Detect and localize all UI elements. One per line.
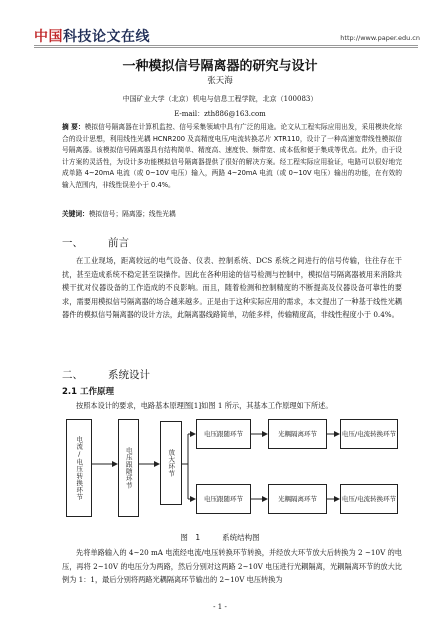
optocoupler-isolation-box-upper: 光耦隔离环节 [268, 419, 327, 449]
subsection-2-1-heading [62, 385, 114, 397]
subsection-number: 2.1 [62, 387, 78, 397]
voltage-current-converter-box-upper: 电压/电流转换环节 [340, 419, 398, 449]
system-structure-diagram [62, 417, 402, 527]
logo-red-text: 中国 [34, 29, 63, 45]
optocoupler-isolation-box-lower: 光耦隔离环节 [268, 484, 327, 514]
amplifier-box: 放大环节 [160, 421, 182, 505]
figure-label: 图 1 [180, 533, 201, 542]
figure-caption [0, 532, 440, 543]
section-2-number: 二、 [62, 369, 83, 381]
header-divider-secondary [34, 47, 418, 48]
section-2-title: 系统设计 [108, 369, 150, 381]
current-voltage-converter-box: 电流/电压转换环节 [66, 419, 92, 517]
keywords-text: 模拟信号；隔离器；线性光耦 [88, 210, 176, 218]
keywords [62, 208, 402, 218]
page-header [0, 0, 440, 48]
section-1-number: 一、 [62, 237, 83, 249]
paper-affiliation: 中国矿业大学（北京）机电与信息工程学院，北京（100083） [122, 95, 318, 103]
section-2-body: 先将单路输入的 4~20 mA 电流经电流/电压转换环节转换，并经放大环节放大后转换为 2 ~10V 的电压，再将 2~10V 的电压分为两路，然后分别对这两路 2~10V 电压进行光耦隔离，光耦隔离环节的放大比例为 1：1，最后分别将两路光耦隔离环节输出的 2~10V 电压转换为 [62, 548, 402, 585]
figure-caption-text: 系统结构图 [222, 533, 260, 542]
site-logo [34, 26, 150, 46]
voltage-follower-box-upper: 电压跟随环节 [196, 419, 251, 449]
subsection-title: 工作原理 [80, 387, 115, 397]
voltage-follower-box-lower: 电压跟随环节 [196, 484, 251, 514]
voltage-current-converter-box-lower: 电压/电流转换环节 [340, 484, 398, 514]
abstract [62, 122, 402, 192]
section-1-text: 在工业现场，距离较远的电气设备、仪表、控制系统、DCS 系统之间进行的信号传输，往往存在干扰，甚至造成系统不稳定甚至误操作。因此在各种用途的信号检测与控制中，模拟信号隔离器被用来消除共模干扰对仪器设备的工作造成的不良影响。而且，随着检测和控制精度的不断提高及仪器设备可靠性的要求，需要用模拟信号隔离器的场合越来越多。正是由于这种实际应用的需求，本文提出了一种基于线性光耦器件的模拟信号隔离器的设计方法，此隔离器线路简单，功能多样，传输精度高，非线性程度小于 0.4%。 [62, 256, 402, 320]
paper-title: 一种模拟信号隔离器的研究与设计 [122, 59, 318, 74]
header-url: http://www.paper.edu.cn [340, 34, 420, 42]
section-1-heading [62, 235, 129, 250]
header-divider [34, 45, 418, 46]
section-2-intro: 按照本设计的要求，电路基本原理图[1]如图 1 所示，其基本工作原理如下所述。 [76, 401, 333, 410]
section-2-heading [62, 367, 150, 382]
section-1-title: 前言 [108, 237, 129, 249]
logo-blue-text: 科技论文在线 [63, 29, 150, 45]
voltage-follower-box: 电压跟随环节 [118, 419, 139, 517]
keywords-label: 关键词： [62, 210, 89, 218]
page-number: - 1 - [213, 603, 227, 611]
abstract-text: 模拟信号隔离器在计算机监控、信号采集领域中具有广泛的用途。论文从工程实际应用出发，采用模块化综合的设计思想，利用线性光耦 HCNR200 及高精度电压/电流转换芯片 XTR110，设计了一种高速宽带线性模拟信号隔离器。该模拟信号隔离器具有结构简单、精度高、速度快、频带宽、成本低和便于集成等优点。此外，由于设计方案的灵活性，为设计多功能模拟信号隔离器提供了很好的解决方案。经工程实际应用验证，电路可以很好地完成单路 4~20mA 电流（或 0~10V 电压）输入，两路 4~20mA 电流（或 0~10V 电压）输出的功能，在有效的输入范围内，非线性误差小于 0.4%。 [62, 123, 402, 189]
paper-author: 张天海 [207, 76, 233, 86]
abstract-label: 摘 要： [62, 123, 85, 131]
paper-email: E-mail：zth886@163.com [174, 110, 266, 118]
